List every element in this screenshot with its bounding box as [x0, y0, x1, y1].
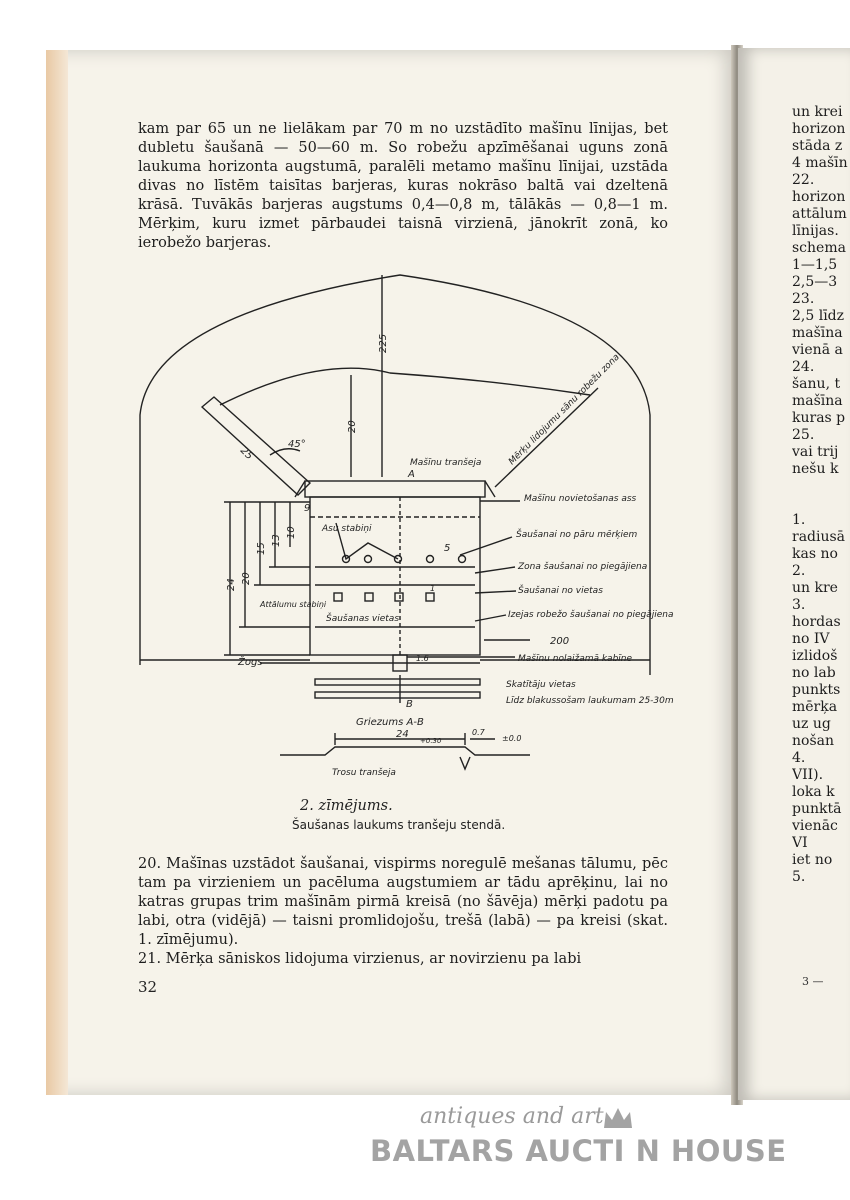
- right-page-line: vienāc: [792, 818, 838, 834]
- label-attalumu-stabini: Attālumu stabiņi: [260, 600, 327, 609]
- right-page-line: un kre: [792, 580, 838, 596]
- label-asu-stabini: Asu stabiņi: [322, 524, 372, 534]
- right-page-line: nošan: [792, 733, 834, 749]
- right-page-line: horizon: [792, 189, 846, 205]
- right-page-line: 22.: [792, 172, 815, 188]
- page-edge: [46, 50, 68, 1095]
- dim-20: 20: [241, 572, 252, 585]
- right-page-line: nešu k: [792, 461, 839, 477]
- label-zona-piegajiena: Zona šaušanai no piegājiena: [518, 562, 648, 572]
- right-page-line: hordas: [792, 614, 841, 630]
- right-page-line: 4 mašīn: [792, 155, 848, 171]
- angle-45: 45°: [288, 439, 306, 450]
- label-izejas-robezo: Izejas robežo šaušanai no piegājiena: [508, 610, 674, 620]
- page-number: 32: [138, 978, 158, 996]
- label-no-vietas: Šaušanai no vietas: [518, 586, 603, 596]
- dim-5: 5: [444, 543, 451, 554]
- paragraph-21-text: 21. Mērķa sāniskos lidojuma virzienus, ar novirzienu pa labi: [138, 951, 582, 967]
- figure-caption: Šaušanas laukums tranšeju stendā.: [292, 818, 506, 832]
- right-page-line: kas no: [792, 546, 838, 562]
- shooting-range-diagram: [110, 255, 680, 790]
- right-page-line: horizon: [792, 121, 846, 137]
- paragraph-20-text: 20. Mašīnas uzstādot šaušanai, vispirms noregulē mešanas tālumu, pēc tam pa virzieniem un pacēluma augstumiem ar tādu aprēķinu, lai no katras grupas trim mašīnām pirmā kreisā (no šāvēja) mērķi padotu pa labi, otra (vidējā) — taisni promlidojošu, trešā (labā) — pa kreisi (skat. 1. zīmējumu).: [138, 856, 668, 948]
- right-page-line: schema: [792, 240, 846, 256]
- right-page-line: 5.: [792, 869, 806, 885]
- label-blakus: Līdz blakussošam laukumam 25-30m: [506, 696, 674, 706]
- watermark-tagline: antiques and art: [420, 1104, 604, 1129]
- right-page-line: no lab: [792, 665, 836, 681]
- dim-9: 9: [304, 503, 311, 514]
- right-page-line: 2,5—3: [792, 274, 838, 290]
- right-page-line: loka k: [792, 784, 835, 800]
- right-page-line: kuras p: [792, 410, 846, 426]
- right-page-line: šanu, t: [792, 376, 841, 392]
- dim-24: 24: [226, 578, 237, 591]
- dim-10: 10: [286, 526, 297, 539]
- label-griezums: Griezums A-B: [356, 717, 424, 728]
- right-page-line: 23.: [792, 291, 815, 307]
- right-page-line: iet no: [792, 852, 833, 868]
- right-page-line: [792, 478, 850, 495]
- right-page-line: un krei: [792, 104, 843, 120]
- right-page-line: attālum: [792, 206, 847, 222]
- dim-15: 15: [256, 542, 267, 555]
- dim-000: ±0.0: [502, 734, 522, 743]
- dim-030: +0.30: [420, 737, 442, 745]
- right-page-line: radiusā: [792, 529, 846, 545]
- right-page-line: no IV: [792, 631, 830, 647]
- right-page-line: 2,5 līdz: [792, 308, 845, 324]
- dim-13: 13: [271, 534, 282, 547]
- dim-20-top: 20: [347, 420, 358, 433]
- right-page-line: stāda z: [792, 138, 843, 154]
- right-page-line: 25.: [792, 427, 815, 443]
- right-page-text: [792, 104, 850, 886]
- right-page-line: mašīna: [792, 393, 843, 409]
- label-kabine: Mašīnu nolaižamā kabīne: [518, 654, 633, 664]
- right-page-line: punktā: [792, 801, 842, 817]
- right-page-line: VI: [792, 835, 808, 851]
- right-page-line: izlidoš: [792, 648, 838, 664]
- label-skatitaju: Skatītāju vietas: [506, 680, 576, 690]
- label-zogs: Žogs: [238, 657, 263, 668]
- right-page-line: 2.: [792, 563, 806, 579]
- dim-1-6: 1.6: [416, 654, 429, 663]
- marker-b: B: [406, 699, 413, 710]
- paragraph-top: kam par 65 un ne lielākam par 70 m no uzstādīto mašīnu līnijas, bet dubletu šaušanā — 50—60 m. So robežu apzīmēšanai uguns zonā laukuma horizonta augstumā, paralēli metamo mašīnu līnijai, uzstāda divas no līstēm taisītas barjeras, kuras nokrāso baltā vai dzeltenā krāsā. Tuvākās barjeras augstums 0,4—0,8 m, tālākās — 0,8—1 m. Mērķim, kuru izmet pārbaudei taisnā virzienā, jānokrīt zonā, ko ierobežo barjeras.: [138, 121, 668, 251]
- dim-200: 200: [550, 636, 570, 647]
- right-page-line: [792, 495, 850, 512]
- dim-225: 225: [378, 333, 389, 353]
- right-page-line: 3.: [792, 597, 806, 613]
- figure-title: 2. zīmējums.: [300, 798, 393, 814]
- right-page-line: vienā a: [792, 342, 843, 358]
- right-page-line: punkts: [792, 682, 841, 698]
- paragraph-20: [138, 855, 668, 969]
- right-page-line: mašīna: [792, 325, 843, 341]
- right-page-line: līnijas.: [792, 223, 839, 239]
- dim-24-section: 24: [396, 729, 409, 740]
- label-sausanas-vietas: Šaušanas vietas: [326, 614, 400, 624]
- right-page-line: uz ug: [792, 716, 831, 732]
- watermark-name: BALTARS AUCTI N HOUSE: [370, 1134, 787, 1168]
- label-parmerkiem: Šaušanai no pāru mērķiem: [516, 530, 638, 540]
- marker-a: A: [408, 469, 415, 480]
- label-masinu-transeja: Mašīnu tranšeja: [410, 458, 482, 468]
- right-page-line: 1.: [792, 512, 806, 528]
- dim-07: 0.7: [472, 728, 485, 737]
- auction-watermark: [370, 1098, 790, 1178]
- dim-1: 1: [430, 584, 436, 593]
- right-page-footer: 3 —: [802, 975, 824, 988]
- right-page-line: 1—1,5: [792, 257, 838, 273]
- right-page-line: mērķa: [792, 699, 838, 715]
- right-page-line: 24.: [792, 359, 815, 375]
- right-page-line: 4.: [792, 750, 806, 766]
- label-novietosanas: Mašīnu novietošanas ass: [524, 494, 637, 504]
- right-page-line: vai trij: [792, 444, 839, 460]
- label-meru-zona: Mērķu lidojumu sānu robežu zona: [507, 352, 622, 468]
- dim-25: 25: [237, 445, 255, 463]
- crown-icon: [602, 1104, 634, 1132]
- right-page-line: VII).: [792, 767, 824, 783]
- label-trosu: Trosu tranšeja: [332, 768, 396, 778]
